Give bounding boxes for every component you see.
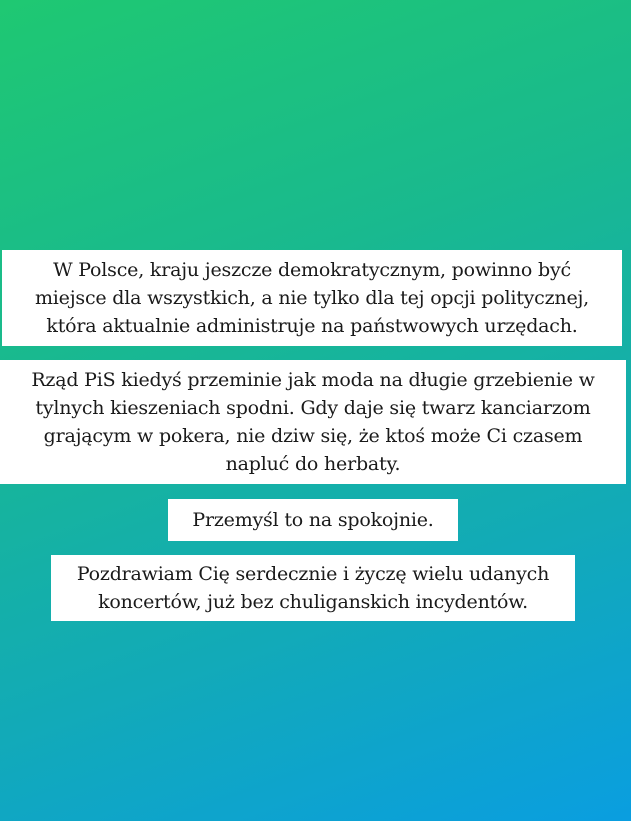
paragraph-greetings: Pozdrawiam Cię serdecznie i życzę wielu udanych koncertów, już bez chuliganskich incydentów.	[76, 563, 550, 613]
text-box-government	[0, 360, 626, 484]
paragraph-government: Rząd PiS kiedyś przeminie jak moda na długie grzebienie w tylnych kieszeniach spodni. Gdy daje się twarz kanciarzom grającym w pokera, nie dziw się, że ktoś może Ci czasem napluć do herbaty.	[31, 369, 595, 475]
text-box-democracy	[2, 250, 622, 346]
text-box-greetings	[51, 555, 575, 621]
text-box-think	[168, 499, 458, 541]
paragraph-democracy: W Polsce, kraju jeszcze demokratycznym, powinno być miejsce dla wszystkich, a nie tylko dla tej opcji politycznej, która aktualnie administruje na państwowych urzędach.	[34, 259, 590, 337]
paragraph-think: Przemyśl to na spokojnie.	[192, 509, 434, 531]
